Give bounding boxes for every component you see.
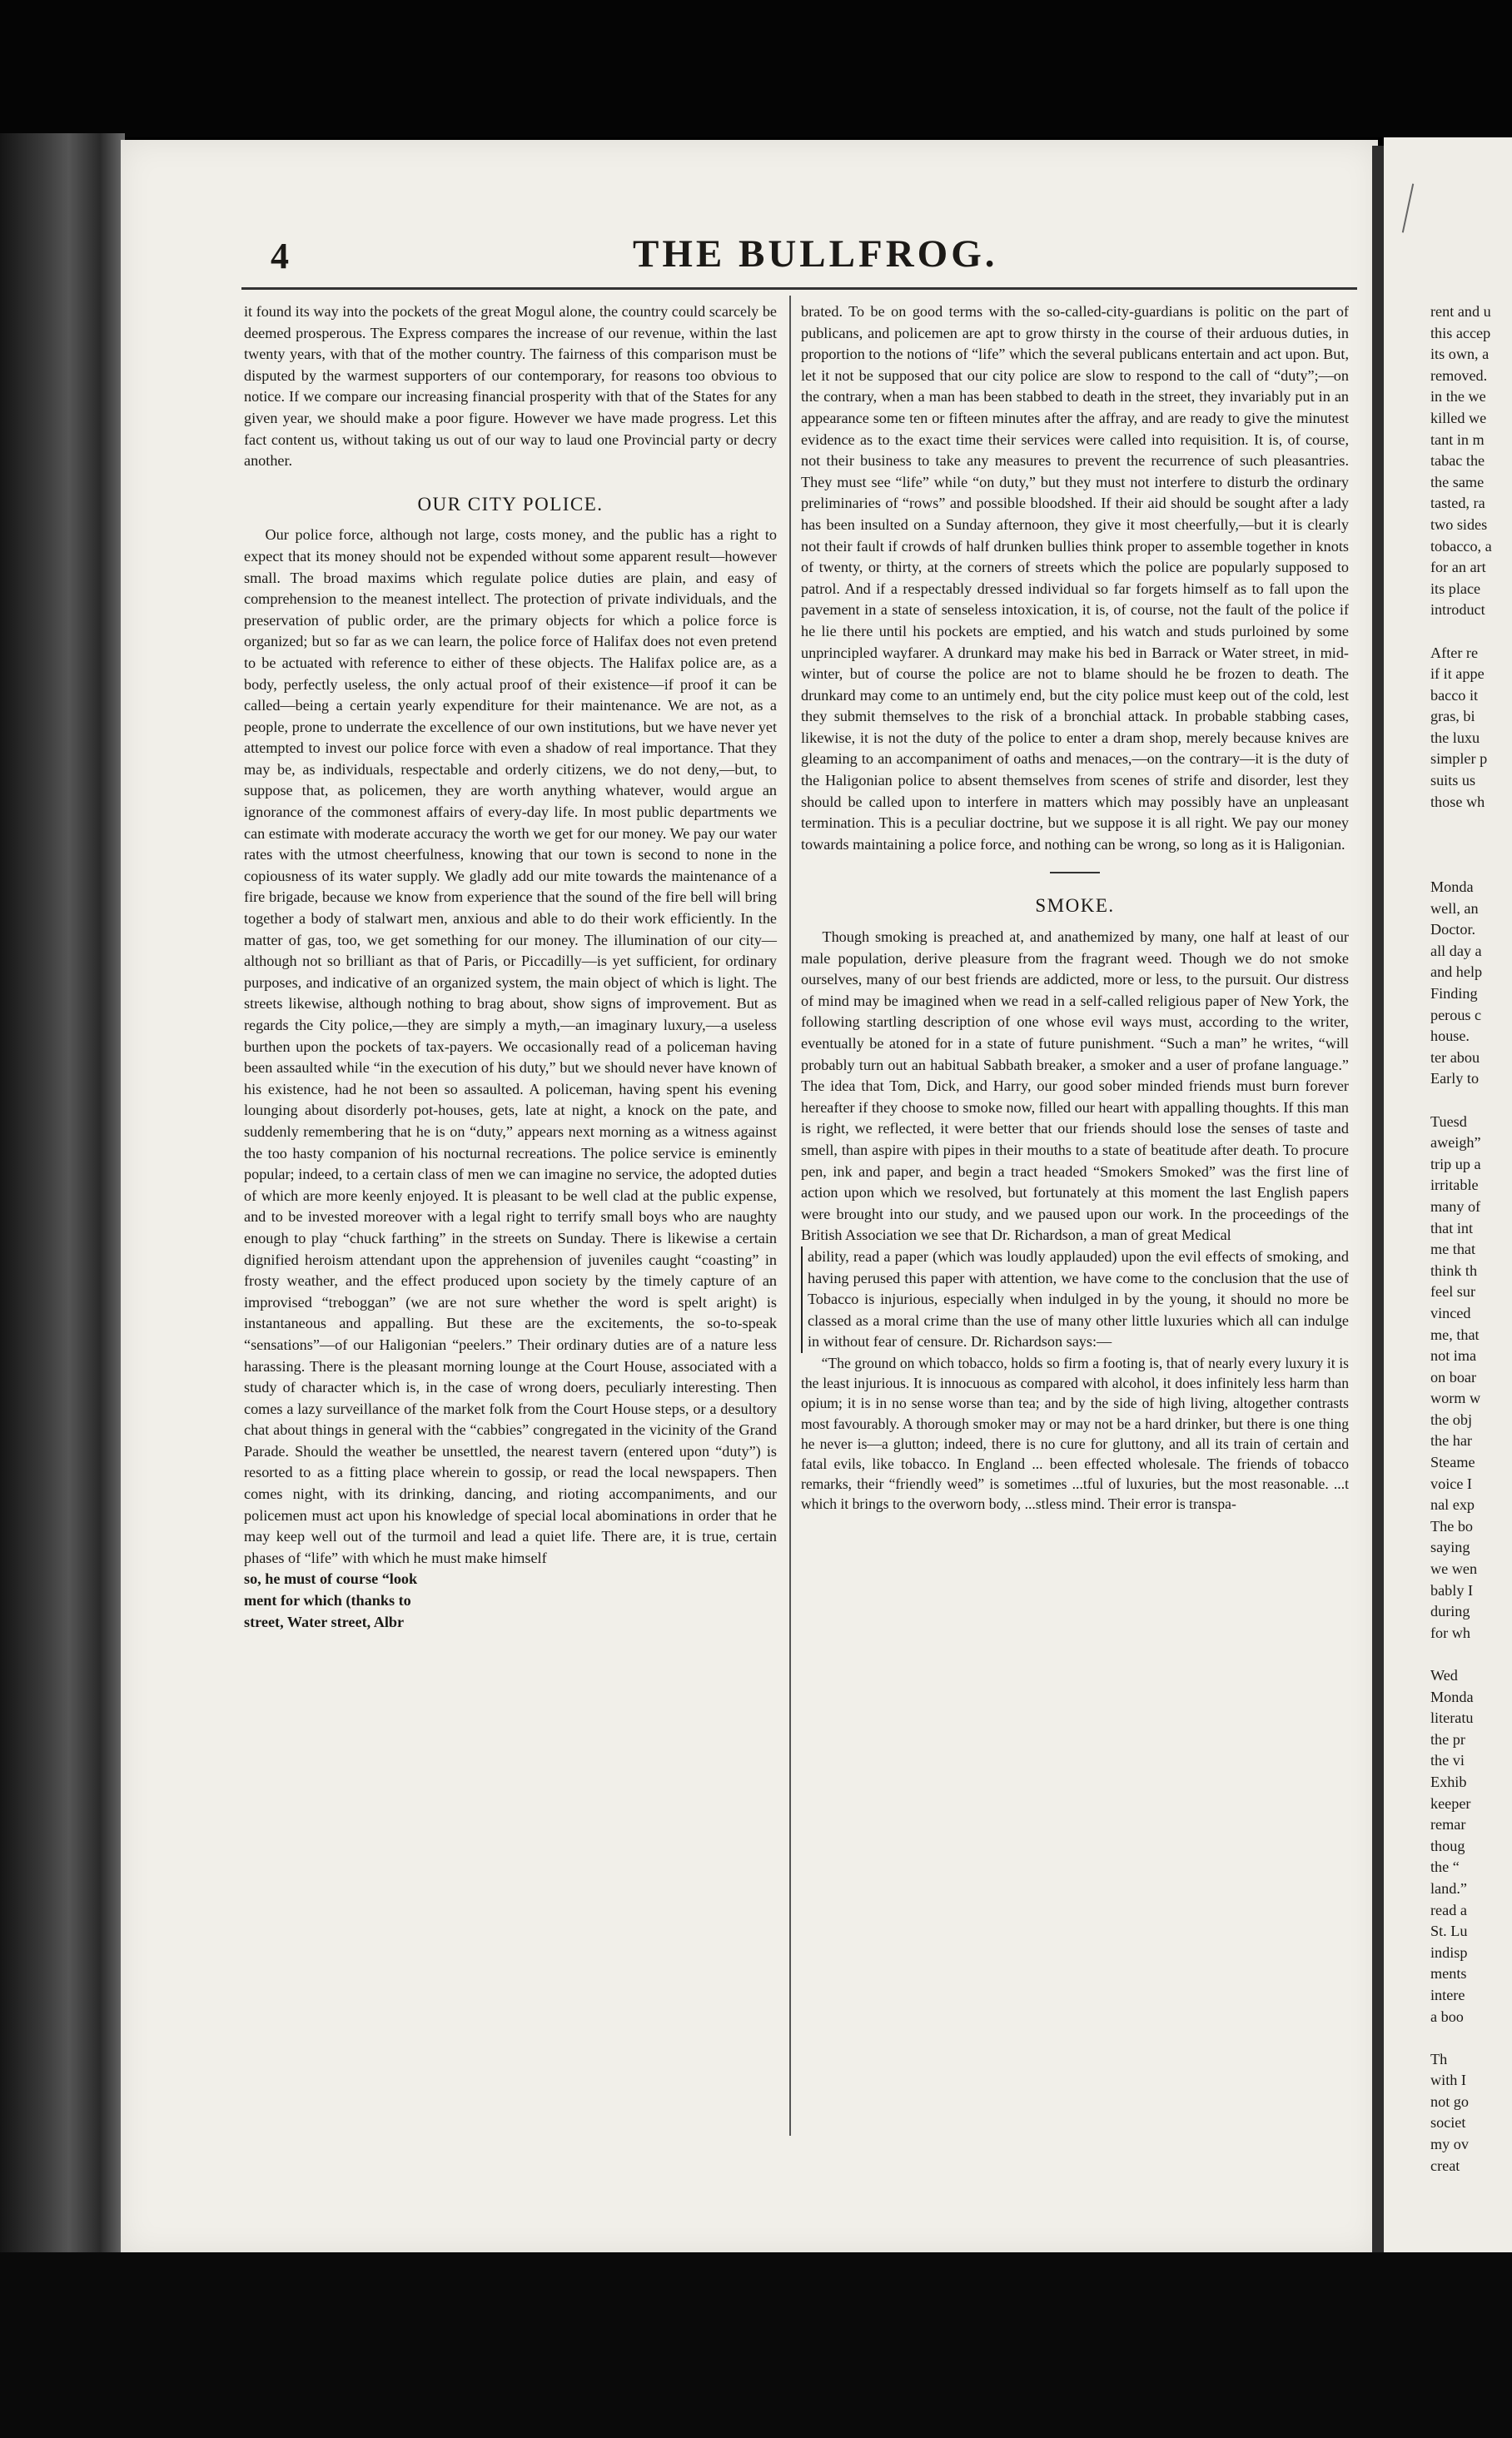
facing-page-line: the same (1430, 473, 1485, 490)
facing-page-line: me, that (1430, 1326, 1480, 1343)
facing-page-line: read a (1430, 1901, 1467, 1918)
police-article-title: OUR CITY POLICE. (417, 493, 604, 515)
facing-page-line (1430, 813, 1512, 834)
column-divider (789, 296, 791, 2136)
facing-page-line: on boar (1430, 1368, 1477, 1386)
facing-page-line: The bo (1430, 1517, 1474, 1535)
previous-article-ending: it found its way into the pockets of the great Mogul alone, the country could scarcely be deemed prosperous. The Express compares the increase of our revenue, within the last twenty years, with that of the mother country. The fairness of this comparison must be disputed by the warmest supporters of our contemporary, for reasons too obvious to notice. If we compare our increasing financial prosperity with that of the States for any given year, we should make a poor figure. However we have made progress. Let this fact content us, without taking us out of our way to laud one Provincial party or decry another. (244, 303, 777, 470)
facing-page-line (1430, 855, 1512, 877)
facing-page-line: in the we (1430, 388, 1486, 406)
facing-page-line: many of (1430, 1197, 1481, 1215)
facing-page-line: feel sur (1430, 1283, 1476, 1301)
article-separator (1050, 872, 1100, 873)
torn-line: ment for which (thanks to (244, 1592, 411, 1610)
facing-page-line: Wed (1430, 1667, 1458, 1684)
header-rule (241, 287, 1357, 290)
facing-page-line: the har (1430, 1432, 1472, 1450)
facing-page-line: Steame (1430, 1454, 1475, 1471)
facing-page-text (1430, 301, 1512, 2177)
facing-page-line: thoug (1430, 1837, 1465, 1854)
facing-page-line: intere (1430, 1986, 1465, 2003)
facing-page-line: the pr (1430, 1730, 1465, 1748)
facing-page-line: perous c (1430, 1006, 1482, 1023)
masthead-title: THE BULLFROG. (633, 232, 998, 276)
facing-page-line: ments (1430, 1965, 1467, 1983)
facing-page-line: rent and u (1430, 303, 1491, 320)
facing-page-line: tasted, ra (1430, 495, 1485, 512)
facing-page-line: societ (1430, 2114, 1466, 2132)
facing-page-line: saying (1430, 1539, 1470, 1556)
facing-page-line: nal exp (1430, 1496, 1475, 1514)
facing-page-line: St. Lu (1430, 1923, 1468, 1940)
facing-page-line: not ima (1430, 1347, 1477, 1365)
facing-page-line: suits us (1430, 772, 1476, 789)
facing-page-line: gras, bi (1430, 708, 1475, 725)
facing-page-line: the “ (1430, 1858, 1460, 1876)
richardson-quote: “The ground on which tobacco, holds so firm a footing is, that of nearly every luxury it is the least injurious. It is innocuous as compared with alcohol, it does infinitely less harm than opium; it is in no sense worse than tea; and by the side of high living, altogether contrasts most favourably. A thorough smoker may or may not be a hard drinker, but there is one thing he never is—a glutton; indeed, there is no cure for gluttony, and all its train of certain and fatal evils, like tobacco. In England ... been effected wholesale. The friends of tobacco remarks, their “friendly weed” is sometimes ...tful of luxuries, but the most reasonable. ...t which it brings to the overworn body, ...stless mind. Their error is transpa- (801, 1354, 1349, 1513)
police-article-continuation: brated. To be on good terms with the so-called-city-guardians is politic on the part of publicans, and policemen are apt to grow thirsty in the course of their arduous duties, in proportion to the notions of “life” which the several publicans entertain and act upon. But, let it not be supposed that our city police are slow to respond to the call of “duty”;—on the contrary, when a man has been stabbed to death in the street, they invariably put in an appearance some ten or fifteen minutes after the affray, and are ready to give the minutest evidence as to the exact time their services were called into requisition. It is, of course, not their business to take any measures to prevent the recurrence of such pleasantries. They must see “life” while “on duty,” but they must not interfere to disturb the ordinary preliminaries of “rows” and possible bloodshed. If their aid should be sought after a lady has been insulted on a Sunday afternoon, they give it most cheerfully,—but it is clearly not their fault if crowds of half drunken bullies think proper to assemble together in knots of twenty, or thirty, at the corners of streets which the police are popularly supposed to patrol. And if a respectably dressed individual so far forgets himself as to fall upon the pavement in a state of senseless intoxication, it is, of course, not the fault of the police if he lie there until his pockets are emptied, and his watch and studs purloined by some unprincipled wayfarer. A drunkard may make his bed in Barrack or Water street, in mid-winter, but of course the police are not to blame should he be frozen to death. The drunkard may come to an untimely end, but the city police must keep out of the cold, lest they submit themselves to the risk of a bronchial attack. In probable stabbing cases, likewise, it is not the duty of the police to enter a dram shop, merely because knives are gleaming to an accompaniment of oaths and menaces,—on the contrary—it is the duty of the Haligonian police to absent themselves from scenes of strife and disorder, lest they should be called upon to interfere in matters which may possibly have an unpleasant termination. This is a peculiar doctrine, but we suppose it is all right. We pay our money towards maintaining a police force, and nothing can be wrong, so long as it is Haligonian. (801, 303, 1349, 853)
facing-page-line: ter abou (1430, 1048, 1480, 1066)
facing-page-line: voice I (1430, 1475, 1472, 1492)
facing-page-line: indisp (1430, 1943, 1468, 1961)
facing-page-line: introduct (1430, 601, 1485, 619)
facing-page-line: during (1430, 1603, 1470, 1620)
page-number: 4 (271, 236, 291, 276)
facing-page-line: all day a (1430, 942, 1482, 959)
facing-page-line: literatu (1430, 1709, 1474, 1727)
facing-page-line: After re (1430, 644, 1479, 661)
facing-page-line: simpler p (1430, 750, 1488, 768)
facing-page-line: killed we (1430, 409, 1487, 426)
facing-page-line: worm w (1430, 1390, 1481, 1407)
facing-page-line: and help (1430, 963, 1483, 981)
facing-page-line (1430, 834, 1512, 856)
facing-page-line: Th (1430, 2050, 1448, 2067)
left-column (244, 301, 777, 1633)
torn-line: so, he must of course “look (244, 1570, 418, 1588)
page-gutter (1372, 146, 1384, 2269)
facing-page-line: for wh (1430, 1624, 1470, 1641)
facing-page-line: those wh (1430, 793, 1485, 810)
facing-page-line: trip up a (1430, 1155, 1481, 1172)
facing-page-line (1430, 1644, 1512, 1665)
facing-page-line: tabac the (1430, 452, 1485, 470)
torn-line: street, Water street, Albr (244, 1613, 405, 1630)
facing-page-line: if it appe (1430, 665, 1485, 683)
smoke-article-body-marked: ability, read a paper (which was loudly applauded) upon the evil effects of smoking, and having perused this paper with attention, we have come to the conclusion that the use of Tobacco is injurious, especially when indulged in by the young, it should no more be classed as a moral crime than the use of many other little luxuries which all can indulge in without fear of censure. Dr. Richardson says:— (801, 1246, 1349, 1353)
facing-page-line (1430, 621, 1512, 643)
facing-page-line: not go (1430, 2092, 1469, 2110)
facing-page-line: Finding (1430, 985, 1478, 1002)
smoke-article-title: SMOKE. (1035, 895, 1115, 917)
facing-page-line: we wen (1430, 1560, 1478, 1578)
facing-page-line: land.” (1430, 1879, 1467, 1897)
facing-page-line (1430, 2028, 1512, 2049)
facing-page-line: removed. (1430, 366, 1488, 384)
facing-page-line: remar (1430, 1816, 1466, 1833)
scan-border-bottom (0, 2252, 1512, 2438)
facing-page-line: Early to (1430, 1070, 1480, 1087)
facing-page-line: aweigh” (1430, 1134, 1481, 1152)
facing-page-line: think th (1430, 1261, 1478, 1279)
facing-page-line: a boo (1430, 2008, 1464, 2025)
facing-page-line: keeper (1430, 1794, 1471, 1812)
facing-page-line: creat (1430, 2157, 1460, 2174)
right-column (801, 301, 1349, 1515)
facing-page-line: bably I (1430, 1581, 1474, 1599)
facing-page-line: me that (1430, 1241, 1476, 1258)
smoke-article-body: Though smoking is preached at, and anathemized by many, one half at least of our male population, derive pleasure from the fragrant weed. Though we do not smoke ourselves, many of our best friends are addicted, more or less, to the pursuit. Our distress of mind may be imagined when we read in a self-called religious paper of New York, the following startling description of one whose evil ways must, according to the writer, eventually be atoned for in a state of future punishment. “Such a man” he writes, “will probably turn out an habitual Sabbath breaker, a smoker and a user of profane language.” The idea that Tom, Dick, and Harry, our good sober minded friends must burn forever hereafter if they choose to smoke now, filled our heart with appalling thoughts. If this man is right, we reflected, it were better that our friends should lose the senses of taste and smell, than aspire with pipes in their mouths to a state of beatitude after death. To procure pen, ink and paper, and begin a tract headed “Smokers Smoked” was the first line of action upon which we resolved, but fortunately at this moment the last English papers were brought into our study, and we paused upon our work. In the proceedings of the British Association we see that Dr. Richardson, a man of great Medical (801, 928, 1349, 1244)
facing-page-line: house. (1430, 1027, 1470, 1045)
facing-page-line: tobacco, a (1430, 537, 1492, 555)
facing-page-line: tant in m (1430, 430, 1485, 448)
facing-page-line: Tuesd (1430, 1112, 1467, 1130)
facing-page-line: the obj (1430, 1411, 1473, 1428)
book-spine (0, 133, 125, 2315)
facing-page-line: that int (1430, 1219, 1474, 1236)
facing-page-line: the vi (1430, 1752, 1465, 1769)
police-article-body: Our police force, although not large, costs money, and the public has a right to expect that its money should not be expended without some apparent result—however small. The broad maxims which regulate police duties are plain, and easy of comprehension to the meanest intellect. The protection of private individuals, and the preservation of public order, are the primary objects for which a police force is organized; but so far as we can learn, the police force of Halifax does not even pretend to be actuated with reference to either of these objects. The Halifax police are, as a body, perfectly useless, the only actual proof of their existence—if proof it can be called—being a certain yearly expenditure for their maintenance. We are not, as a people, prone to underrate the excellence of our own institutions, but we have never yet attempted to invest our police force with even a shadow of real importance. That they may be, as individuals, respectable and orderly citizens, we do not deny,—but, to suppose that, as policemen, they are worth anything whatever, would argue an ignorance of the commonest affairs of every-day life. In most public departments we can estimate with moderate accuracy the worth we get for our money. We pay our water rates with the utmost cheerfulness, knowing that our town is second to none in the copiousness of its water supply. We gladly add our mite towards the maintenance of a fire brigade, because we know from experience that the sound of the fire bell will bring together a body of stalwart men, anxious and able to do their work efficiently. In the matter of gas, too, we get something for our money. The illumination of our city—although not so brilliant as that of Paris, or Piccadilly—is yet sufficient, for ordinary purposes, and indicative of an organized system, the main object of which is light. The streets likewise, although nothing to brag about, show signs of improvement. But as regards the City police,—they are simply a myth,—an imaginary luxury,—a useless burthen upon the pockets of tax-payers. We occasionally read of a policeman having been assaulted while “in the execution of his duty,” but we should never have known of his existence, had he not been so assaulted. A policeman, having spent his evening lounging about disorderly pot-houses, gets, late at night, a knock on the pate, and suddenly remembering that he is on “duty,” appears next morning as a witness against the too hasty companion of his nocturnal recreations. The police service is eminently popular; indeed, to a certain class of men we can imagine no service, the adopted duties of which are more keenly enjoyed. It is pleasant to be well clad at the public expense, and to be invested moreover with a legal right to terrify small boys who are naughty enough to play “chuck farthing” in the streets on Sunday. There is likewise a certain dignified heroism attendant upon the apprehension of juveniles caught “coasting” in frosty weather, and the effect produced upon society by the timely capture of an improvised “treboggan” (we are not sure whether the word is spelt aright) is instantaneous and appalling. But these are the excitements, the so-to-speak “sensations”—of our Haligonian “peelers.” Their ordinary duties are of a nature less harassing. There is the pleasant morning lounge at the Court House, associated with a study of character which is, in the case of wrong doers, peculiarly interesting. Then comes a lazy surveillance of the market folk from the Court House steps, or a desultory chat about things in general with the “cabbies” congregated in the vicinity of the Grand Parade. Should the weather be unsettled, the nearest tavern (entered upon “duty”) is resorted to as a fitting place wherein to gossip, or read the local newspapers. Then comes night, with its drinking, dancing, and rioting accompaniments, and our policemen must act upon his knowledge of special local abominations in order that he may keep well out of the turmoil and lead a quiet life. There are, it is true, certain phases of “life” with which he must make himself (244, 526, 777, 1566)
facing-page-line: Exhib (1430, 1773, 1467, 1790)
facing-page-line: vinced (1430, 1304, 1471, 1321)
facing-page-line: Monda (1430, 1688, 1474, 1705)
facing-page-line: Doctor. (1430, 921, 1476, 938)
facing-page-line: for an art (1430, 559, 1486, 576)
facing-page-line: bacco it (1430, 686, 1479, 704)
facing-page-line: the luxu (1430, 729, 1480, 746)
facing-page-line (1430, 1090, 1512, 1112)
facing-page-line: my ov (1430, 2136, 1469, 2153)
scan-border-top (0, 0, 1512, 137)
facing-page-line: with I (1430, 2072, 1466, 2089)
facing-page-line: its place (1430, 580, 1481, 597)
facing-page-line: this accep (1430, 324, 1491, 341)
facing-page-line: Monda (1430, 878, 1474, 896)
facing-page-line: irritable (1430, 1177, 1479, 1194)
facing-page-line: two sides (1430, 515, 1488, 533)
facing-page-line: its own, a (1430, 346, 1490, 363)
facing-page-line: well, an (1430, 899, 1479, 917)
